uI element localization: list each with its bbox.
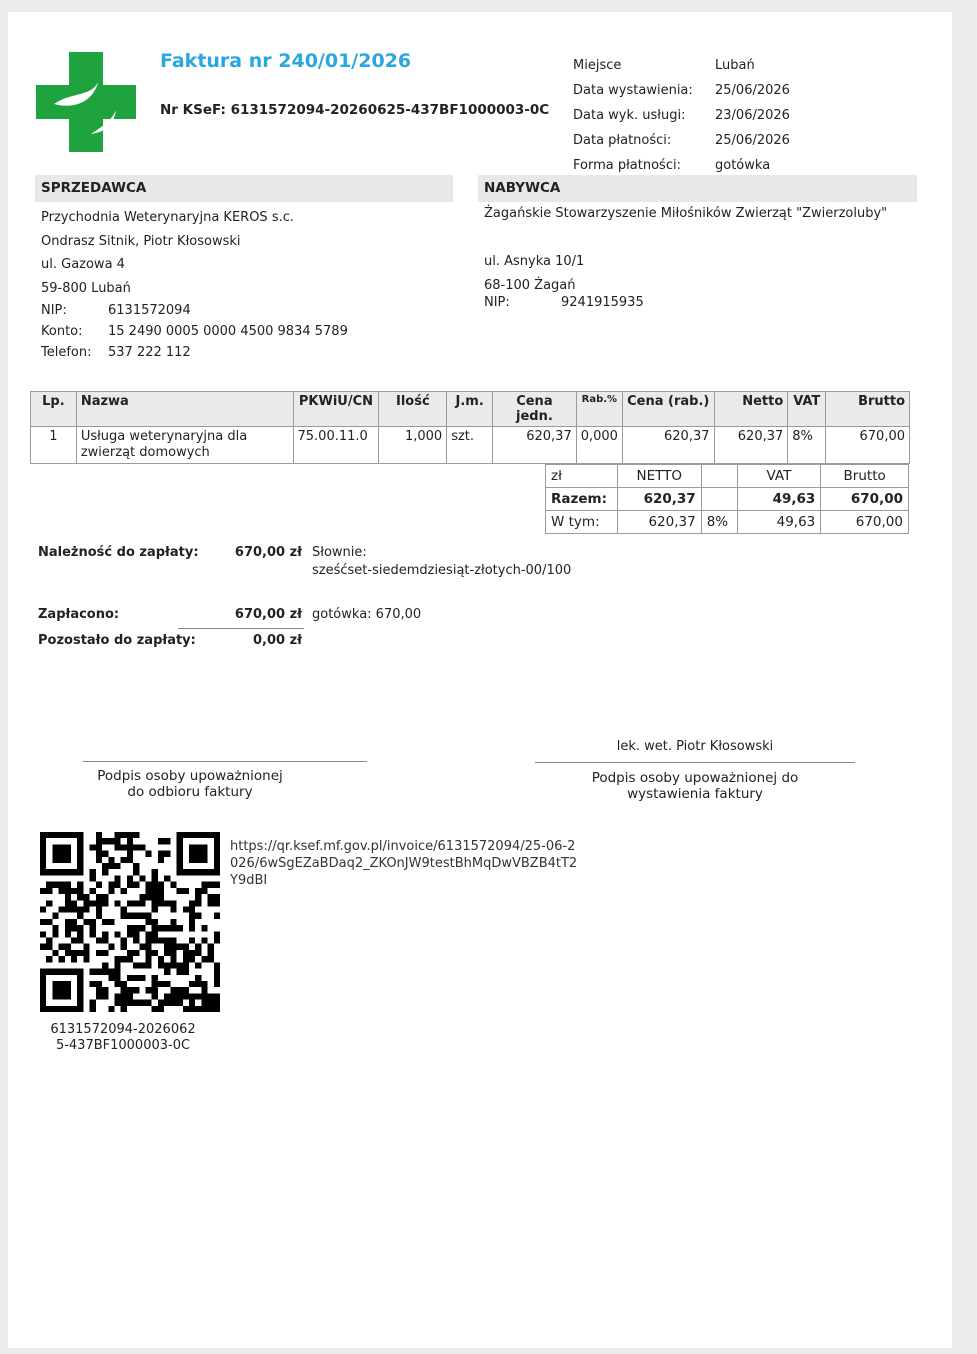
seller-nip: 6131572094 bbox=[108, 303, 191, 318]
qr-caption: 6131572094-20260625-437BF1000003-0C bbox=[50, 1022, 196, 1053]
signature-caption-right: Podpis osoby upoważnionej do wystawienia faktury bbox=[591, 770, 799, 802]
seller-nip-label: NIP: bbox=[41, 303, 67, 318]
amount-due-value: 670,00 zł bbox=[234, 545, 302, 560]
buyer-heading: NABYWCA bbox=[478, 175, 917, 202]
seller-street: ul. Gazowa 4 bbox=[41, 257, 125, 272]
ksef-qr-code bbox=[40, 832, 220, 1012]
amount-words-label: Słownie: bbox=[312, 545, 367, 560]
col-header: PKWiU/CN bbox=[293, 392, 379, 427]
issuer-name: lek. wet. Piotr Kłosowski bbox=[616, 739, 774, 754]
meta-row: Data wyk. usługi: 23/06/2026 bbox=[573, 108, 790, 123]
remaining-label: Pozostało do zapłaty: bbox=[38, 633, 196, 648]
col-header: Ilość bbox=[379, 392, 447, 427]
vat-summary-table bbox=[545, 464, 909, 534]
amount-words-value: sześćset-siedemdziesiąt-złotych-00/100 bbox=[312, 563, 572, 578]
meta-row: Data wystawienia: 25/06/2026 bbox=[573, 83, 790, 98]
summary-breakdown-row: W tym: 620,37 8% 49,63 670,00 bbox=[546, 511, 909, 534]
remaining-value: 0,00 zł bbox=[253, 633, 302, 648]
buyer-address bbox=[484, 250, 584, 297]
seller-phone: 537 222 112 bbox=[108, 345, 191, 360]
signature-line-left bbox=[83, 761, 367, 762]
summary-header-row: zł NETTO VAT Brutto bbox=[546, 465, 909, 488]
summary-total-row: Razem: 620,37 49,63 670,00 bbox=[546, 488, 909, 511]
seller-account-label: Konto: bbox=[41, 324, 83, 339]
col-header: Cena jedn. bbox=[493, 392, 577, 427]
amount-due-label: Należność do zapłaty: bbox=[38, 545, 199, 560]
paid-method: gotówka: 670,00 bbox=[312, 607, 422, 622]
signature-caption-left: Podpis osoby upoważnionej do odbioru faktury bbox=[97, 768, 283, 800]
col-header: Nazwa bbox=[76, 392, 293, 427]
col-header: Lp. bbox=[31, 392, 77, 427]
buyer-nip: 9241915935 bbox=[561, 295, 644, 310]
items-header-row bbox=[31, 392, 910, 427]
col-header: Brutto bbox=[826, 392, 910, 427]
buyer-name: Żagańskie Stowarzyszenie Miłośników Zwierząt "Zwierzoluby" bbox=[484, 206, 888, 221]
invoice-meta bbox=[573, 53, 790, 178]
seller-account: 15 2490 0005 0000 4500 9834 5789 bbox=[108, 324, 348, 339]
col-header: Rab.% bbox=[576, 392, 622, 427]
items-table bbox=[30, 391, 910, 464]
seller-heading: SPRZEDAWCA bbox=[35, 175, 453, 202]
clinic-logo-cross bbox=[36, 52, 136, 152]
meta-row: Forma płatności: gotówka bbox=[573, 158, 771, 173]
buyer-street: ul. Asnyka 10/1 bbox=[484, 254, 585, 269]
buyer-nip-label: NIP: bbox=[484, 295, 510, 310]
seller-details bbox=[41, 300, 348, 363]
buyer-nip-row bbox=[484, 295, 644, 311]
table-row: 1 Usługa weterynaryjna dla zwierząt domowych 75.00.11.0 1,000 szt. 620,37 0,000 620,37 620,37 8% 670,00 bbox=[31, 427, 910, 464]
seller-block bbox=[41, 206, 294, 300]
col-header: Cena (rab.) bbox=[622, 392, 714, 427]
paid-value: 670,00 zł bbox=[234, 607, 302, 622]
seller-owners: Ondrasz Sitnik, Piotr Kłosowski bbox=[41, 233, 241, 249]
col-header: VAT bbox=[788, 392, 826, 427]
meta-row: Data płatności: 25/06/2026 bbox=[573, 133, 790, 148]
invoice-page bbox=[8, 12, 952, 1348]
col-header: Netto bbox=[714, 392, 788, 427]
paid-label: Zapłacono: bbox=[38, 607, 120, 622]
seller-city: 59-800 Lubań bbox=[41, 280, 131, 296]
seller-name: Przychodnia Weterynaryjna KEROS s.c. bbox=[41, 210, 295, 225]
invoice-title: Faktura nr 240/01/2026 bbox=[160, 50, 412, 72]
buyer-city: 68-100 Żagań bbox=[484, 277, 576, 293]
ksef-number: Nr KSeF: 6131572094-20260625-437BF1000003-0C bbox=[160, 102, 550, 118]
paid-divider bbox=[178, 628, 304, 629]
signature-line-right bbox=[535, 762, 855, 763]
seller-phone-label: Telefon: bbox=[41, 345, 92, 360]
col-header: J.m. bbox=[447, 392, 493, 427]
qr-verification-url: https://qr.ksef.mf.gov.pl/invoice/6131572094/25-06-2026/6wSgEZaBDaq2_ZKOnJW9testBhMqDwVBZB4tT2Y9dBI bbox=[230, 839, 578, 888]
meta-row: Miejsce Lubań bbox=[573, 58, 755, 73]
